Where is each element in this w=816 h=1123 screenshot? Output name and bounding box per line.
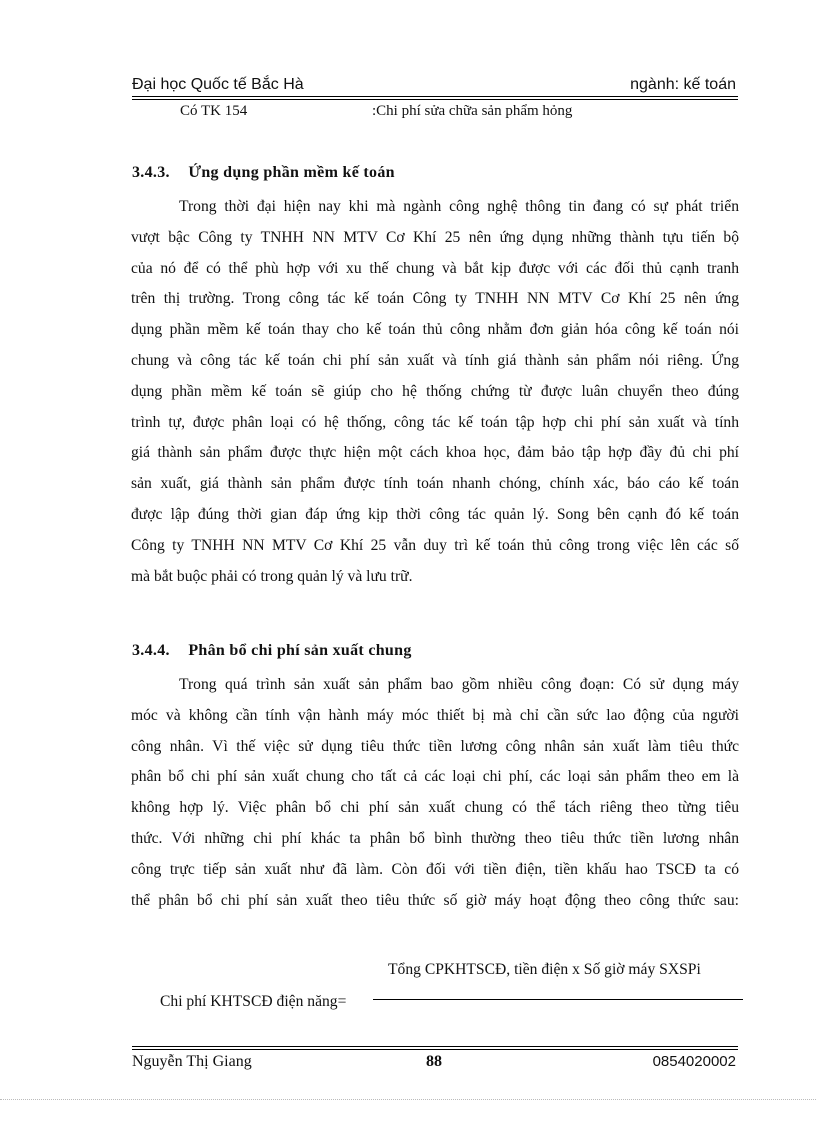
paragraph-line: trên thị trường. Trong công tác kế toán Công ty TNHH NN MTV Cơ Khí 25 nên ứng (131, 290, 739, 308)
footer-student-id: 0854020002 (652, 1053, 736, 1070)
section-344-heading (132, 642, 412, 660)
paragraph-line: Trong thời đại hiện nay khi mà ngành công nghệ thông tin đang có sự phát triển (179, 198, 739, 215)
footer-rule (132, 1046, 738, 1050)
paragraph-line: thức. Với những chi phí khác ta phân bổ bình thường theo tiêu thức tiền lương nhân (131, 829, 739, 847)
paragraph-line: không hợp lý. Việc phân bổ chi phí sản xuất chung có thể tách riêng theo từng tiêu (131, 799, 739, 817)
section-344-title: Phân bổ chi phí sản xuất chung (188, 642, 412, 659)
section-343-number: 3.4.3. (132, 164, 170, 181)
paragraph-line: công nhân. Vì thế việc sử dụng tiêu thức tiền lương công nhân sản xuất làm tiêu thức (131, 737, 739, 755)
ledger-description: :Chi phí sửa chữa sản phẩm hỏng (372, 103, 573, 119)
header-major: ngành: kế toán (630, 76, 736, 93)
paragraph-line: mà bắt buộc phải có trong quản lý và lưu trữ. (131, 567, 413, 585)
ledger-account: Có TK 154 (180, 103, 248, 119)
paragraph-line: trình tự, được phân loại có hệ thống, công tác kế toán tập hợp chi phí sản xuất và tính (131, 413, 739, 431)
formula-label: Chi phí KHTSCĐ điện năng= (160, 993, 347, 1010)
paragraph-line: phân bổ chi phí sản xuất chung cho tất cả các loại chi phí, các loại sản phẩm theo em là (131, 768, 739, 786)
section-344-number: 3.4.4. (132, 642, 170, 659)
section-343-title: Ứng dụng phần mềm kế toán (188, 164, 395, 181)
paragraph-line: thể phân bổ chi phí sản xuất theo tiêu thức số giờ máy hoạt động theo công thức sau: (131, 891, 739, 909)
formula-fraction-bar (373, 999, 743, 1000)
page-number: 88 (426, 1053, 442, 1070)
section-343-paragraph (131, 192, 739, 592)
header-school: Đại học Quốc tế Bắc Hà (132, 76, 304, 93)
paragraph-line: dụng phần mềm kế toán thay cho kế toán thủ công nhằm đơn giản hóa công kế toán nói (131, 321, 739, 339)
footer-author: Nguyễn Thị Giang (132, 1053, 252, 1070)
paragraph-line: chung và công tác kế toán chi phí sản xuất và tính giá thành sản phẩm nói riêng. Ứng (131, 351, 739, 369)
page-header (132, 74, 736, 98)
paragraph-line: sản xuất, giá thành sản phẩm được tính toán nhanh chóng, chính xác, báo cáo kế toán (131, 475, 739, 493)
paragraph-line: Công ty TNHH NN MTV Cơ Khí 25 vẫn duy trì kế toán thủ công trong việc lên các số (131, 536, 739, 554)
section-344-paragraph (131, 670, 739, 916)
paragraph-line: giá thành sản phẩm được thực hiện một cách khoa học, đảm bảo tập hợp đầy đủ chi phí (131, 444, 739, 462)
paragraph-line: móc và không cần tính vận hành máy móc thiết bị mà chỉ cần sức lao động của người (131, 706, 739, 724)
section-343-heading (132, 164, 395, 182)
formula-numerator: Tổng CPKHTSCĐ, tiền điện x Số giờ máy SXSPi (388, 961, 701, 978)
page-break-divider (0, 1099, 816, 1100)
paragraph-line: được lập đúng thời gian đáp ứng kịp thời công tác quản lý. Song bên cạnh đó kế toán (131, 505, 739, 523)
paragraph-line: vượt bậc Công ty TNHH NN MTV Cơ Khí 25 nên ứng dụng những thành tựu tiến bộ (131, 228, 739, 246)
paragraph-line: của nó để có thể phù hợp với xu thế chung và bắt kịp được với các đối thủ cạnh tranh (131, 259, 739, 277)
paragraph-line: Trong quá trình sản xuất sản phẩm bao gồm nhiều công đoạn: Có sử dụng máy (179, 676, 739, 693)
header-rule (132, 96, 738, 100)
paragraph-line: dụng phần mềm kế toán sẽ giúp cho hệ thống chứng từ được luân chuyển theo đúng (131, 382, 739, 400)
paragraph-line: công trực tiếp sản xuất như đã làm. Còn đối với tiền điện, tiền khấu hao TSCĐ ta có (131, 860, 739, 878)
